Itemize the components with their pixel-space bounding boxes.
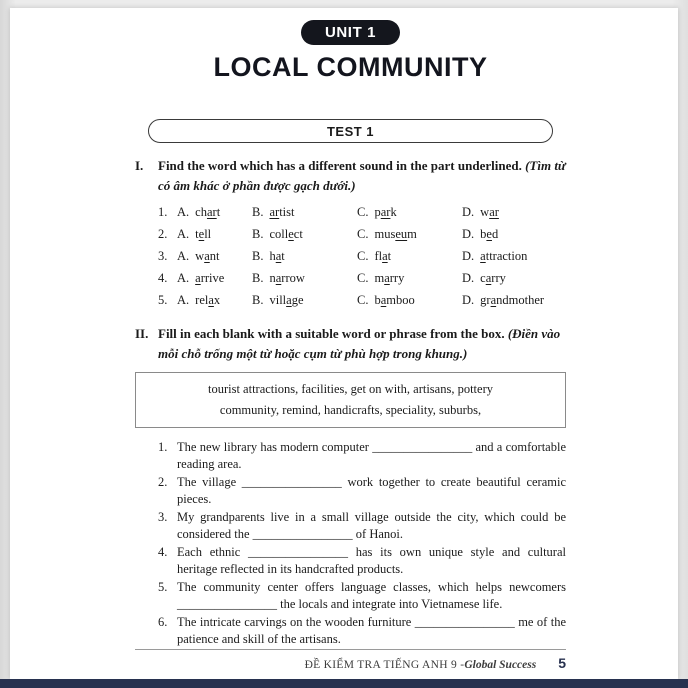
word-post: t	[281, 249, 285, 263]
option	[177, 267, 252, 289]
section-heading-text	[158, 324, 566, 363]
option	[357, 245, 462, 267]
item-text: Each ethnic ________________ has its own unique style and cultural heritage reflected in its handcrafted products.	[177, 545, 566, 576]
option-word	[195, 205, 220, 219]
item-text: The new library has modern computer ________________ and a comfortable reading area.	[177, 440, 566, 471]
word-pre: mus	[374, 227, 396, 241]
question-row	[158, 267, 566, 289]
word-pre: gr	[480, 293, 491, 307]
word-underlined: a	[195, 271, 201, 285]
book-edge-bar	[0, 679, 688, 688]
word-post: m	[407, 227, 417, 241]
word-underlined: a	[204, 249, 210, 263]
word-post: ndmother	[496, 293, 545, 307]
option	[177, 245, 252, 267]
item-number: 2.	[158, 475, 168, 489]
option-label: D.	[462, 249, 475, 263]
option-word	[195, 227, 211, 241]
item-number: 3.	[158, 510, 168, 524]
word-underlined: a	[275, 249, 282, 263]
question-number: 3.	[158, 249, 168, 263]
word-pre: fl	[374, 249, 383, 263]
item-text: My grandparents live in a small village outside the city, which could be considered the ________________ of Hanoi.	[177, 510, 566, 541]
word-post: nt	[209, 249, 220, 263]
option-word	[480, 249, 527, 263]
fill-in-item	[158, 544, 566, 577]
option	[357, 289, 462, 311]
fill-in-item	[158, 439, 566, 472]
page-number: 5	[558, 655, 566, 671]
fill-in-item	[158, 474, 566, 507]
word-post: x	[213, 293, 221, 307]
item-text: The intricate carvings on the wooden furniture ________________ me of the patience and skill of the artisans.	[177, 615, 566, 646]
option	[357, 201, 462, 223]
option-label: A.	[177, 271, 190, 285]
option-word	[480, 271, 506, 285]
word-underlined: e	[198, 227, 205, 241]
word-underlined: a	[384, 271, 390, 285]
option-word	[269, 293, 303, 307]
option-word	[480, 293, 544, 307]
word-pre: w	[480, 205, 490, 219]
word-pre: h	[269, 249, 276, 263]
word-underlined: e	[486, 227, 492, 241]
word-underlined: ar	[380, 205, 391, 219]
item-number: 1.	[158, 440, 168, 454]
word-post: ll	[204, 227, 212, 241]
word-post: tist	[279, 205, 295, 219]
option	[177, 223, 252, 245]
option-label: D.	[462, 293, 475, 307]
word-post: mboo	[386, 293, 415, 307]
option-label: B.	[252, 293, 264, 307]
option-label: B.	[252, 249, 264, 263]
option	[462, 245, 566, 267]
item-number: 6.	[158, 615, 168, 629]
word-bank-line: community, remind, handicrafts, speciality, suburbs,	[219, 403, 482, 417]
word-underlined: ar	[206, 205, 217, 219]
textbook-page	[10, 8, 678, 679]
word-pre: b	[374, 293, 381, 307]
heading-english: Fill in each blank with a suitable word or phrase from the box.	[158, 326, 508, 341]
option-word	[269, 205, 294, 219]
option-label: C.	[357, 271, 369, 285]
item-text: The community center offers language classes, which helps newcomers ________________ the locals and integrate into Vietnamese life.	[177, 580, 566, 611]
option-label: C.	[357, 249, 369, 263]
heading-vietnamese: (Điền vào mỗi chỗ trống một từ hoặc cụm từ phù hợp trong khung.)	[158, 326, 561, 361]
question-number: 2.	[158, 227, 168, 241]
word-underlined: eu	[395, 227, 408, 241]
word-post: ttraction	[485, 249, 528, 263]
question-row	[158, 289, 566, 311]
option-word	[374, 249, 391, 263]
page-footer	[135, 649, 566, 671]
item-text: The village ________________ work together to create beautiful ceramic pieces.	[177, 475, 566, 506]
option	[462, 223, 566, 245]
word-post: ge	[291, 293, 304, 307]
option-label: A.	[177, 249, 190, 263]
fill-in-item	[158, 509, 566, 542]
option-word	[269, 271, 304, 285]
option	[177, 289, 252, 311]
option	[357, 223, 462, 245]
option	[252, 267, 357, 289]
word-underlined: a	[485, 271, 492, 285]
word-bank-line: tourist attractions, facilities, get on with, artisans, pottery	[207, 382, 493, 396]
option-label: B.	[252, 271, 264, 285]
word-underlined: ar	[489, 205, 499, 219]
option-word	[374, 227, 416, 241]
option	[462, 289, 566, 311]
option-label: D.	[462, 205, 475, 219]
question-number: 4.	[158, 271, 168, 285]
option-word	[480, 205, 499, 219]
question-row	[158, 245, 566, 267]
word-underlined: a	[286, 293, 292, 307]
word-underlined: a	[480, 249, 486, 263]
option	[177, 201, 252, 223]
word-bank-box	[135, 372, 566, 428]
word-pre: t	[195, 227, 199, 241]
option-word	[269, 227, 302, 241]
word-underlined: a	[275, 271, 282, 285]
word-underlined: ar	[269, 205, 280, 219]
word-underlined: a	[208, 293, 214, 307]
fill-in-item	[158, 579, 566, 612]
word-post: d	[491, 227, 499, 241]
option	[462, 201, 566, 223]
heading-vietnamese: (Tìm từ có âm khác ở phần được gạch dưới.)	[158, 158, 566, 193]
option-word	[195, 293, 220, 307]
section-numeral: II.	[135, 326, 149, 341]
word-post: t	[216, 205, 221, 219]
option-word	[374, 293, 414, 307]
option-label: C.	[357, 205, 369, 219]
question-row	[158, 223, 566, 245]
word-underlined: e	[288, 227, 294, 241]
word-pre: n	[269, 271, 276, 285]
option-label: D.	[462, 227, 475, 241]
unit-badge: UNIT 1	[301, 20, 400, 45]
option	[252, 289, 357, 311]
word-post: ct	[293, 227, 303, 241]
section-heading-text	[158, 156, 566, 195]
word-pre: rel	[195, 293, 209, 307]
sound-question-list	[135, 201, 566, 311]
word-pre: ch	[195, 205, 207, 219]
section-2-heading	[135, 324, 566, 363]
question-number: 5.	[158, 293, 168, 307]
option-word	[195, 271, 224, 285]
question-number: 1.	[158, 205, 168, 219]
footer-brand: Global Success	[464, 659, 537, 671]
question-row	[158, 201, 566, 223]
word-pre: vill	[269, 293, 287, 307]
option-word	[195, 249, 219, 263]
fill-in-list	[135, 439, 566, 649]
word-post: rrive	[200, 271, 225, 285]
word-post: rry	[389, 271, 405, 285]
word-pre: b	[480, 227, 487, 241]
item-number: 4.	[158, 545, 168, 559]
option-word	[374, 271, 404, 285]
section-1-heading	[135, 156, 566, 195]
option-label: C.	[357, 293, 369, 307]
option-label: D.	[462, 271, 475, 285]
option-word	[269, 249, 284, 263]
option-label: B.	[252, 205, 264, 219]
option-label: B.	[252, 227, 264, 241]
option-word	[374, 205, 396, 219]
word-underlined: a	[382, 249, 388, 263]
word-pre: m	[374, 271, 385, 285]
word-pre: p	[374, 205, 381, 219]
fill-in-item	[158, 614, 566, 647]
page-title: LOCAL COMMUNITY	[213, 52, 488, 82]
option-label: C.	[357, 227, 369, 241]
option	[462, 267, 566, 289]
option	[357, 267, 462, 289]
option	[252, 201, 357, 223]
option-label: A.	[177, 227, 190, 241]
word-post: rry	[491, 271, 506, 285]
word-post: k	[390, 205, 397, 219]
footer-series-title: ĐỀ KIỂM TRA TIẾNG ANH 9 -	[304, 659, 465, 671]
word-underlined: a	[380, 293, 387, 307]
word-pre: c	[480, 271, 486, 285]
option-label: A.	[177, 293, 190, 307]
word-post: rrow	[281, 271, 305, 285]
heading-english: Find the word which has a different sound in the part underlined.	[158, 158, 526, 173]
item-number: 5.	[158, 580, 168, 594]
option	[252, 223, 357, 245]
section-numeral: I.	[135, 158, 144, 173]
word-underlined: a	[490, 293, 497, 307]
option-label: A.	[177, 205, 190, 219]
option	[252, 245, 357, 267]
word-pre: w	[195, 249, 205, 263]
word-post: t	[387, 249, 392, 263]
option-word	[480, 227, 498, 241]
test-badge: TEST 1	[148, 119, 553, 143]
word-pre: coll	[269, 227, 289, 241]
